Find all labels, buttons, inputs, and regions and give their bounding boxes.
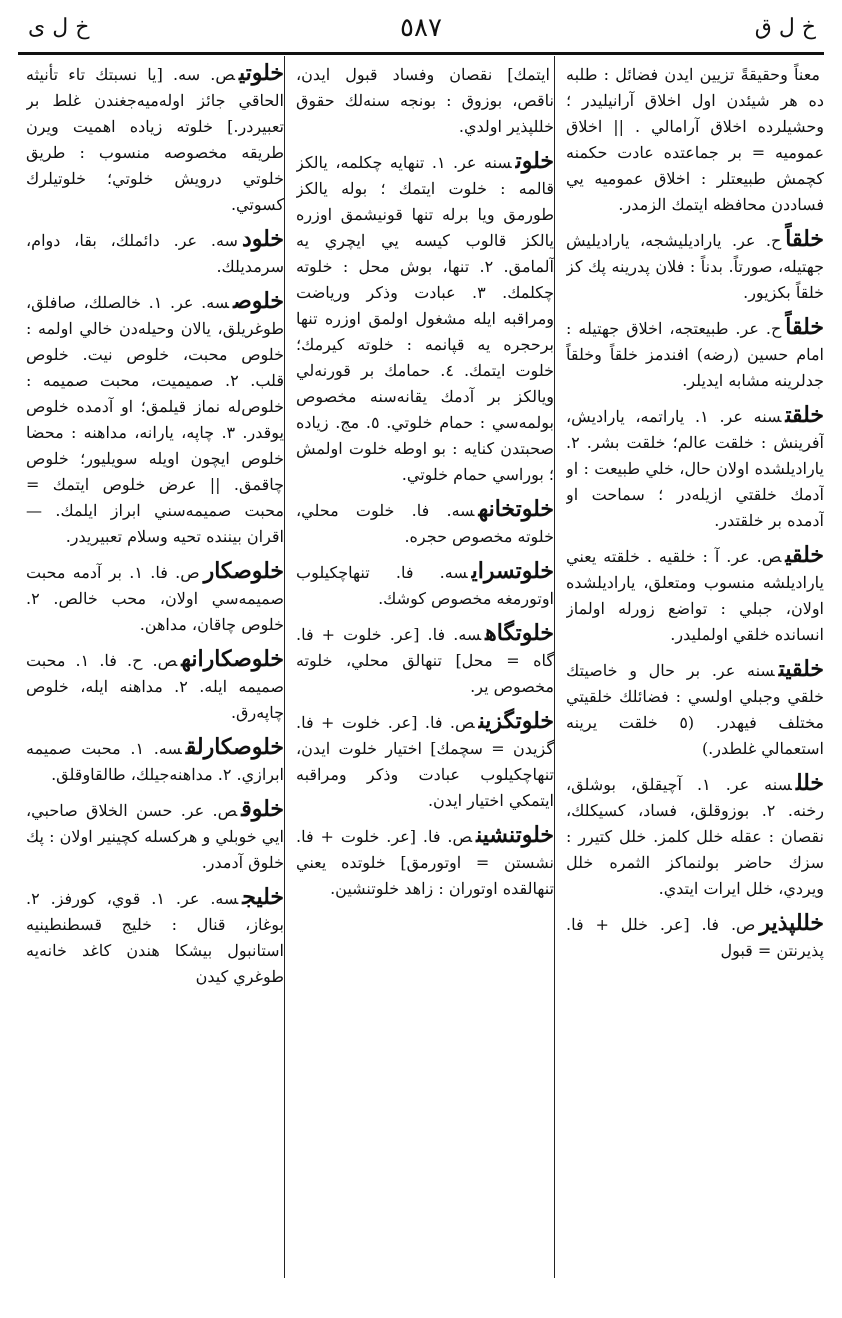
headword: خلوتگزين (478, 708, 554, 734)
headword: خلوتسراي (471, 558, 554, 584)
dictionary-entry (26, 734, 284, 788)
dictionary-entry (296, 148, 554, 488)
definition-text: سنه عر. ١. آچيقلق، بوشلق، رخنه. ٢. بوزوقلق، فساد، كسيكلك، نقصان : عقله خلل كلمز. خلل كتيرر : سزك حاضر بولنماكز الثمره خلل ويردي، خلل ايرات ايتدي. (566, 775, 824, 898)
page-header (18, 8, 824, 48)
headword: خلل (795, 770, 824, 796)
dictionary-entry (566, 770, 824, 902)
definition-text: ايتمك] نقصان وفساد قبول ايدن، ناقص، بوزوق : بونجه سنه‌لك حقوق خللپذير اولدي. (296, 65, 554, 136)
definition-text: ص. فا. [عر. خلوت + فا. نشستن = او‌تورمق] خلوتده يعني تنهالقده او‌توران : زاهد خلوتنشين. (296, 827, 554, 898)
header-right-letters: خ ل ق (754, 15, 816, 40)
dictionary-entry (296, 620, 554, 700)
column-right (566, 60, 824, 1278)
headword: خلوتگاه (485, 620, 554, 646)
definition-text: ص. فا. [عر. خلل + فا. پذيرنتن = قبول (566, 915, 824, 960)
dictionary-page (18, 8, 824, 1278)
definition-text: ص. ح. فا. ١. محبت صميمه ايله. ٢. مداهنه ايله، خلوص چاپه‌رق. (26, 651, 284, 722)
definition-text: ص. عر. آ : خلقيه . خلقته يعني يارا‌ديلشه منسوب ومتعلق، يارا‌ديلشده اولان، جبلي : تواضع زورله اولماز انسانده خلقي اولمليدر. (566, 547, 824, 644)
dictionary-entry (296, 558, 554, 612)
header-left-letters: خ ل ی (28, 15, 90, 40)
dictionary-entry (26, 60, 284, 218)
headword: خلوق (241, 796, 284, 822)
dictionary-entry (566, 402, 824, 534)
dictionary-entry (26, 558, 284, 638)
definition-text: سه. عر. ١. قوي، كورفز. ٢. بوغاز، قنال : خليج قسطنطينيه استانبول بيشكا هندن كاغد خانه‌يه طوغري كيدن (26, 889, 284, 986)
page-number: ٥٨٧ (400, 13, 442, 43)
dictionary-entry (26, 884, 284, 990)
headword: خلقيت (778, 656, 824, 682)
headword: خليج (242, 884, 284, 910)
headword: خلوصكارانه (181, 646, 284, 672)
definition-text: ص. فا. [عر. خلوت + فا. گزيدن = سچمك] اختيار خلوت ايدن، تنهاچكيلوب عبادت وذكر ومراقبه ايتمكي اختيار ايدن. (296, 713, 554, 810)
definition-text: سنه عر. ١. تنهايه چكلمه، يالكز قالمه : خلوت ايتمك ؛ بوله يالكز طورمق ويا برله تنها قونيشمق اوزره يالكز قالوب كيسه يي ايچري يه آلمامق. ٢. تنها، بوش محل : خلوته چكلمك. ٣. عبادت وذكر ورياضت ومراقبه ايله مشغول اولمق اوزره تنها برحجره يه قپانمه : خلوته كيرمك؛ خلوت ايتمك. ٤. حمامك بر قورنه‌لي ويالكز بر آدمك يقانه‌سنه مخصوص بولمه‌سي : حمام خلوتي. ٥. مج. زياده صحبتدن كنايه : بو اوطه خلوت اولمش ؛ بوراسي حمام خلوتي. (296, 153, 554, 484)
headword: خلوصكارلق (185, 734, 284, 760)
definition-text: ص. عر. حسن الخلاق صاحبي، ايي خوبلي و هركسله كچينير اولان : پك خلوق آدمدر. (26, 801, 284, 872)
dictionary-entry (296, 822, 554, 902)
definition-text: معناً وحقيقةً تزيين ايدن فضائل : طلبه ده هر شيئدن اول اخلاق آرانيليدر ؛ وحشيلرده اخلاق آرامالي . || اخلاق عموميه = بر جماعتده عادت حكمنه كچمش طبيعتلر : اخلاق عموميه يي فساددن محافظه ايتمك الزمدر. (566, 65, 824, 214)
column-divider (284, 56, 285, 1278)
definition-text: سنه عر. بر حال و خاصيتك خلقي وجبلي اولسي : فضائلك خلقيتي مختلف فيهدر. (٥ خلقت يرينه استعمالي غلطدر.) (566, 661, 824, 758)
dictionary-entry (296, 496, 554, 550)
headword: خلود (241, 226, 284, 252)
headword: خلقاً (785, 226, 824, 252)
definition-text: ص. فا. ١. بر آدمه محبت صميمه‌سي اولان، محب خالص. ٢. خلوص چاقان، مداهن. (26, 563, 284, 634)
headword: خللپذير (759, 910, 824, 936)
headword: خلوتي (238, 60, 284, 86)
headword: خلقت (785, 402, 824, 428)
column-middle (296, 60, 554, 1278)
headword: خلوتخانه (478, 496, 554, 522)
definition-text: سه. فا. [عر. خلوت + فا. گاه = محل] تنهالق محلي، خلوته مخصوص ير. (296, 625, 554, 696)
headword: خلقي (785, 542, 824, 568)
column-left (26, 60, 284, 1278)
dictionary-entry (296, 60, 554, 140)
dictionary-entry (566, 656, 824, 762)
dictionary-entry (26, 288, 284, 550)
definition-text: ص. سه. [يا نسبتك تاء تأنيثه الحاقي جائز اوله‌ميه‌جغندن غلط بر تعبيردر.] خلوته زياده اهميت ويرن طريقه مخصوصه منسوب : طريق خلوتي درويش خلوتي؛ خلوتيلرك كسوتي. (26, 65, 284, 214)
headword: خلوت (515, 148, 554, 174)
definition-text: سه. عر. ١. خالصلك، صافلق، طوغريلق، يالان وحيله‌دن خالي اولمه : خلوص محبت، خلوص نيت. خلوص قلب. ٢. صميميت، محبت صميمه : خلوص‌له نماز قيلمق؛ او آدمده خلوص يوقدر. ٣. چاپه، يارانه، مداهنه : محضا خلوص ايچون او‌يله سويليور؛ خلوص چاقمق. || عرض خلوص ايتمك = محبت صميمه‌سني ابراز ايلمك. — اقران بيننده تحيه وسلام تعبيريدر. (26, 293, 284, 546)
dictionary-entry (566, 910, 824, 964)
dictionary-entry (566, 542, 824, 648)
dictionary-entry (26, 226, 284, 280)
definition-text: سه. فا. تنهاچكيلوب اوتورمغه مخصوص كوشك. (296, 563, 554, 608)
definition-text: ح. عر. طبيعتجه، اخلاق جهتيله : امام حسين (رضه) افندمز خلقاً وخلقاً جدلرينه مشابه ايديلر. (566, 319, 824, 390)
headword: خلوص (233, 288, 284, 314)
dictionary-entry (566, 226, 824, 306)
column-divider (554, 56, 555, 1278)
definition-text: سه. ١. محبت صميمه ابرازي. ٢. مداهنه‌جيلك، طالقاوقلق. (26, 739, 284, 784)
headword: خلوتنشين (476, 822, 554, 848)
dictionary-entry (566, 60, 824, 218)
definition-text: سه. فا. خلوت محلي، خلوته مخصوص حجره. (296, 501, 554, 546)
headword: خلقاً (785, 314, 824, 340)
definition-text: سه. عر. دائملك، بقا، دوام، سرمديلك. (26, 231, 284, 276)
header-rule (18, 52, 824, 55)
headword: خلوصكار (203, 558, 284, 584)
definition-text: سنه عر. ١. ياراتمه، يارا‌ديش، آفرينش : خلقت عالم؛ خلقت بشر. ٢. يارا‌ديلشده اولان حال، خلي طبيعت : او آدمك خلقتي ازيله‌در ؛ سماحت او آدمده بر خلقتدر. (566, 407, 824, 530)
dictionary-entry (566, 314, 824, 394)
dictionary-entry (26, 646, 284, 726)
dictionary-entry (296, 708, 554, 814)
definition-text: ح. عر. ياراديليشجه، يارا‌ديليش جهتيله، صورتاً. بدناً : فلان پدرينه پك‌ كز خلقاً بكزيور. (566, 231, 824, 302)
dictionary-entry (26, 796, 284, 876)
